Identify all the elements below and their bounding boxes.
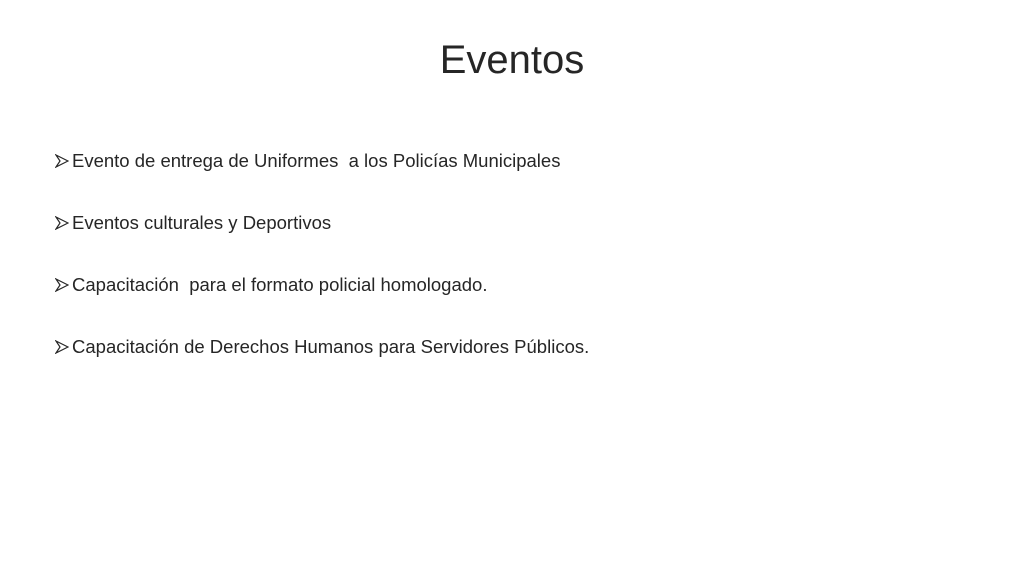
bullet-item <box>54 208 589 238</box>
bullet-text: Capacitación para el formato policial homologado. <box>72 274 488 295</box>
arrow-bullet-icon <box>54 146 72 176</box>
slide-title: Eventos <box>439 38 585 82</box>
bullet-list <box>54 146 589 394</box>
bullet-text: Evento de entrega de Uniformes a los Policías Municipales <box>72 150 561 171</box>
arrow-bullet-icon <box>54 332 72 362</box>
bullet-text: Capacitación de Derechos Humanos para Servidores Públicos. <box>72 336 590 357</box>
arrow-bullet-icon <box>54 270 72 300</box>
bullet-item <box>54 332 589 362</box>
bullet-text: Eventos culturales y Deportivos <box>72 212 332 233</box>
arrow-bullet-icon <box>54 208 72 238</box>
bullet-item <box>54 146 589 176</box>
bullet-item <box>54 270 589 300</box>
